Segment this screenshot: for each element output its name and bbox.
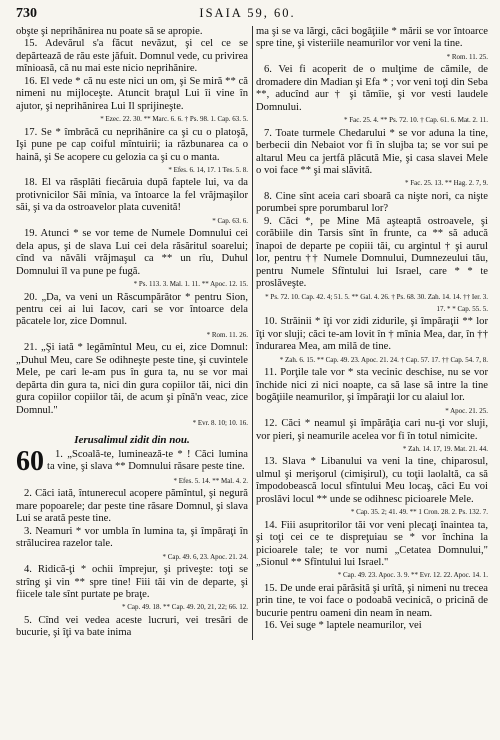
verse: 16. El vede * că nu este nici un om, şi Se miră ** că nimeni nu mijloceşte. Atuncit braţul Lui îi vine în ajutor, şi neprihănirea Lui Il sprijineşte. bbox=[16, 75, 248, 112]
verse: 14. Fiii asupritorilor tăi vor veni plecaţi înaintea ta, şi toţi cei ce te dispreţuiau se * vor închina la picioarele tale; te vor numi „Cetatea Domnului," „Sionul ** Sfîntului lui Israel." bbox=[256, 519, 488, 569]
page-number: 730 bbox=[16, 6, 37, 21]
column-divider bbox=[252, 26, 253, 640]
verse: 3. Neamuri * vor umbla în lumina ta, şi împăraţi în strălucirea razelor tale. bbox=[16, 525, 248, 550]
verse: 11. Porţile tale vor * sta vecinic deschise, nu se vor închide nici zi nici noapte, ca să lase să intre la tine bogăţiile neamurilor, şi împăraţii lor cu alaiul lor. bbox=[256, 367, 488, 404]
cross-reference: * Zah. 6. 15. ** Cap. 49. 23. Apoc. 21. 24. † Cap. 57. 17. †† Cap. 54. 7, 8. bbox=[279, 355, 488, 364]
cross-reference: * Ps. 72. 10. Cap. 42. 4; 51. 5. ** Gal. 4. 26. † Ps. 68. 30. Zah. 14. 14. †† Ier. 3. 17. * * Cap. 55. 5. bbox=[265, 292, 488, 313]
verse: 19. Atunci * se vor teme de Numele Domnului cei dela apus, şi de slava Lui cei dela răsăritul soarelui; cînd va năvăli vrăjmaşul ca ** un rîu, Duhul Domnului îl va pune pe fugă. bbox=[16, 228, 248, 277]
verse: 8. Cine sînt aceia cari sboară ca nişte nori, ca nişte porumbei spre porumbarul lor? bbox=[256, 190, 488, 215]
cross-reference: * Cap. 49. 23. Apoc. 3. 9. ** Evr. 12. 22. Apoc. 14. 1. bbox=[337, 571, 488, 580]
two-column-body bbox=[16, 26, 488, 640]
verse: 7. Toate turmele Chedarului * se vor aduna la tine, berbecii din Nebaiot vor fi în slujba ta; se vor sui pe altarul Meu ca jertfă plăcută Mie, şi casa slavei Mele o voi face ** şi mai slăvită. bbox=[256, 127, 488, 176]
page-header bbox=[16, 6, 488, 26]
section-title: Ierusalimul zidit din nou. bbox=[74, 433, 190, 446]
cross-reference: * Efes. 6. 14, 17. 1 Tes. 5. 8. bbox=[168, 165, 248, 174]
verse: 15. Adevărul s'a făcut nevăzut, şi cel ce se depărtează de rău este jăfuit. Domnul vede, cu privirea mînioasă, că nu mai este nicio neprihănire. bbox=[16, 38, 248, 75]
cross-reference: * Rom. 11. 25. bbox=[446, 52, 488, 61]
cross-reference: * Rom. 11. 26. bbox=[206, 330, 248, 339]
verse: 2. Căci iată, întunerecul acopere pămîntul, şi negură mare popoarele; dar peste tine răsare Domnul, şi slava Lui se arată peste tine. bbox=[16, 488, 248, 525]
verse: 6. Vei fi acoperit de o mulţime de cămile, de dromadere din Madian şi Efa * ; vor veni toţi din Seba **, aducînd aur † şi tămîie, şi vor vesti laudele Domnului. bbox=[256, 64, 488, 113]
cross-reference: * Cap. 35. 2; 41. 49. ** 1 Cron. 28. 2. Ps. 132. 7. bbox=[350, 508, 488, 517]
verse: 12. Căci * neamul şi împărăţia cari nu-ţi vor sluji, vor pieri, şi neamurile acelea vor fi în totul nimicite. bbox=[256, 418, 488, 442]
cross-reference: * Fac. 25. 4. ** Ps. 72. 10. † Cap. 61. 6. Mat. 2. 11. bbox=[343, 116, 488, 125]
cross-reference: * Fac. 25. 13. ** Hag. 2. 7, 9. bbox=[404, 179, 488, 188]
cross-reference: * Cap. 49. 6, 23. Apoc. 21. 24. bbox=[162, 552, 248, 561]
verse: 5. Cînd vei vedea aceste lucruri, vei tresări de bucurie, şi îţi va bate inima bbox=[16, 614, 248, 639]
verse: 20. „Da, va veni un Răscumpărător * pentru Sion, pentru cei ai lui Iacov, cari se vor întoarce dela păcatele lor, zice Domnul. bbox=[16, 291, 248, 328]
chapter-number: 60 bbox=[16, 445, 44, 477]
cross-reference: * Cap. 63. 6. bbox=[212, 216, 248, 225]
cross-reference: * Zah. 14. 17, 19. Mat. 21. 44. bbox=[402, 444, 488, 453]
cross-reference: * Apoc. 21. 25. bbox=[445, 406, 488, 415]
verse: 1. „Scoală-te, luminează-te * ! Căci lumina ta vine, şi slava ** Domnului răsare peste tine. bbox=[47, 448, 248, 473]
cross-reference: * Efes. 5. 14. ** Mal. 4. 2. bbox=[173, 476, 248, 485]
verse: 17. Se * îmbrăcă cu neprihănire ca şi cu o platoşă, Işi pune pe cap coiful mîntuirii; ia răzbunarea ca o haină, şi Se acopere cu gelozia ca şi cu o manta. bbox=[16, 126, 248, 163]
chapter-start bbox=[16, 445, 248, 477]
verse: 10. Străinii * îţi vor zidi zidurile, şi împăraţii ** lor îţi vor sluji; căci te-am lovit în † mînia Mea, dar, în †† îndurarea Mea, am milă de tine. bbox=[256, 316, 488, 353]
verse: ma şi se va lărgi, căci bogăţiile * mării se vor întoarce spre tine, şi visteriile neamurilor vor veni la tine. bbox=[256, 26, 488, 50]
verse: obşte şi neprihănirea nu poate să se apropie. bbox=[16, 26, 203, 37]
left-column bbox=[16, 26, 248, 640]
verse: 4. Ridică-ţi * ochii împrejur, şi priveşte: toţi se strîng şi vin ** spre tine! Fiii tăi vin de departe, şi fiicele tale sînt purtate pe braţe. bbox=[16, 564, 248, 601]
verse: 21. „Şi iată * legămîntul Meu, cu ei, zice Domnul: „Duhul Meu, care Se odihneşte peste tine, şi cuvintele Mele, pe cari le-am pus în gura ta, nu se vor mai depărta din gura ta, nici din gura copiilor tăi, nici din gura copiilor copiilor tăi, de acum şi pînă'n veac, zice Domnul." bbox=[16, 342, 248, 416]
cross-reference: * Ps. 113. 3. Mal. 1. 11. ** Apoc. 12. 15. bbox=[133, 280, 248, 289]
verse: 9. Căci *, pe Mine Mă aşteaptă ostroavele, şi corăbiile din Tarsis sînt în frunte, ca ** să aducă înapoi de departe pe copiii tăi, cu argintul † şi aurul lor, pentru †† Numele Domnului, Dumnezeului tău, pentru Numele Sfîntului lui Israel, care * * te proslăveşte. bbox=[256, 215, 488, 290]
cross-reference: * Cap. 49. 18. ** Cap. 49. 20, 21, 22; 66. 12. bbox=[122, 603, 248, 612]
verse: 13. Slava * Libanului va veni la tine, chiparosul, ulmul şi merişorul (cimişirul), cu toţii laolaltă, ca să împodobească locul sfîntului Meu locaş, căci Eu voi proslăvi locul ** unde se odihnesc picioarele Mele. bbox=[256, 456, 488, 505]
running-head: ISAIA 59, 60. bbox=[199, 6, 296, 20]
verse: 16. Vei suge * laptele neamurilor, vei bbox=[264, 620, 422, 632]
cross-reference: * Ezec. 22. 30. ** Marc. 6. 6. † Ps. 98. 1. Cap. 63. 5. bbox=[100, 115, 248, 124]
verse: 15. De unde erai părăsită şi urîtă, şi nimeni nu trecea prin tine, te voi face o podoabă vecinică, o pricină de bucurie pentru oameni din neam în neam. bbox=[256, 582, 488, 619]
right-column bbox=[256, 26, 488, 640]
verse: 18. El va răsplăti fiecăruia după faptele lui, va da protivnicilor Săi mînia, va întoarce la fel vrăjmaşilor săi, şi va da ostroavelor plata cuvenită! bbox=[16, 177, 248, 214]
cross-reference: * Evr. 8. 10; 10. 16. bbox=[192, 419, 248, 428]
